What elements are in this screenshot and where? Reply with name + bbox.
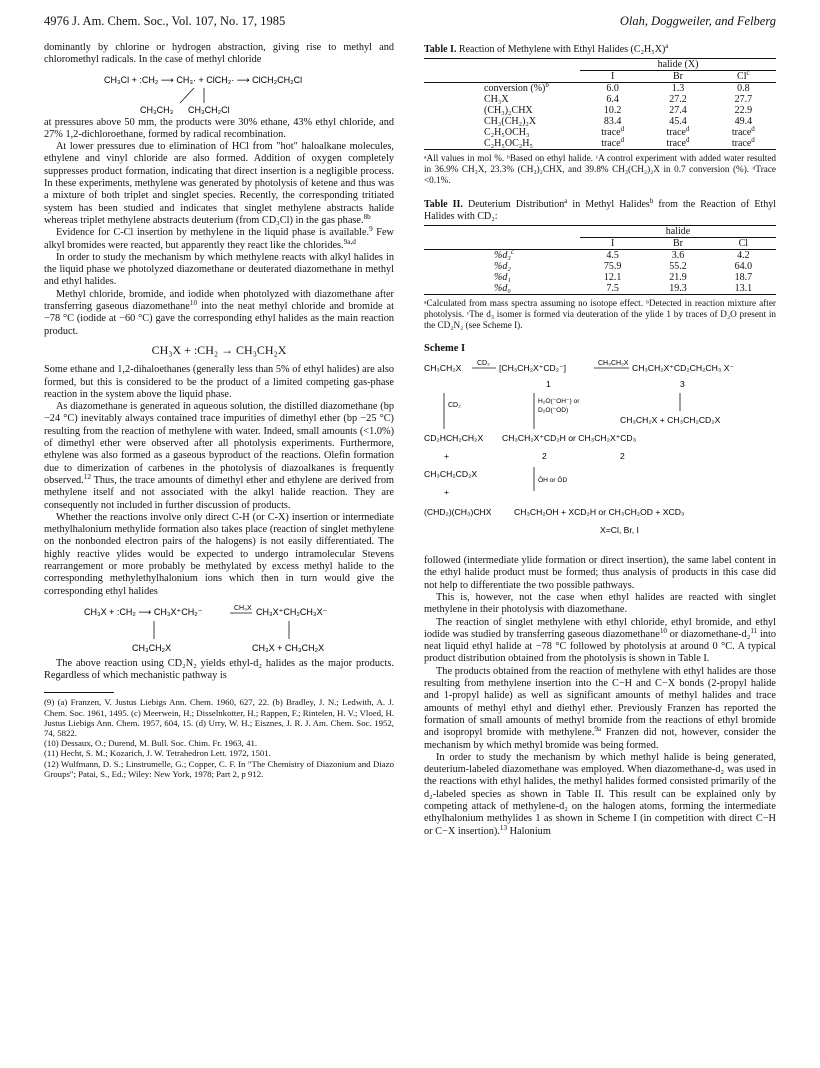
- paragraph: dominantly by chlorine or hydrogen abstraction, giving rise to methyl and chloromethyl radicals. In the case of methyl chloride: [44, 42, 394, 66]
- arrow-label: CH₃X: [234, 604, 252, 612]
- paragraph: The products obtained from the reaction of methylene with ethyl halides are those resulting from methylene insertion into the C−H and C−X bonds (2-propyl halide and 1-propyl halide) as well as significant amounts of methyl halides and trace amounts of methyl ethyl and diethyl ether. Previously Franzen has reported the formation of small amounts of methyl bromide from the reactions of ethyl bromide and isopropyl bromide with methylene.$^{9a}$ Franzen did not, however, consider the mechanism by which methyl bromide was being formed.: [424, 665, 776, 751]
- header-authors: Olah, Doggweiler, and Felberg: [619, 14, 776, 28]
- table-row: %d₁ 12.1 21.9 18.7: [494, 272, 753, 284]
- column-header: Cl$^c$: [737, 69, 750, 82]
- scheme-text: +: [444, 487, 450, 498]
- scheme-text: CH₃CH₂OH + XCD₂H or CH₃CH₂OD + XCD₃: [514, 507, 685, 518]
- scheme-text: CH₃CH₂X⁺CD₂H or CH₃CH₂X⁺CD₃: [502, 433, 637, 444]
- scheme-text: CD₂HCH₂CH₂X: [424, 433, 484, 444]
- scheme-text: CH₃CH₂X + CH₃CH₂CD₂X: [620, 415, 721, 426]
- scheme-product: CH₃X + CH₃CH₂X: [252, 642, 325, 653]
- scheme-i: [424, 359, 776, 549]
- paragraph: In order to study the mechanism by which methylene reacts with alkyl halides in the liquid phase we photolyzed diazomethane or deuterated diazomethane in methyl and ethyl halides.: [44, 251, 394, 288]
- scheme-label: Scheme I: [424, 342, 466, 354]
- table-row: %d₂ 75.9 55.2 64.0: [494, 261, 753, 273]
- paragraph: Some ethane and 1,2-dihaloethanes (generally less than 5% of ethyl halides) are also formed, but this is considered to be the product of a limited competing gas-phase reaction in the system above the liquid phase.: [44, 364, 394, 400]
- table-row: %d₀ 7.5 19.3 13.1: [424, 283, 776, 295]
- table-row: CH₃(CH₂)₂X 83.4 45.4 49.4: [484, 116, 753, 127]
- table-row: %d₃$^c$ 4.5 3.6 4.2: [494, 248, 750, 262]
- column-header: I: [610, 71, 615, 82]
- paragraph: The reaction of singlet methylene with ethyl chloride, ethyl bromide, and ethyl iodide was studied by transferring gaseous diazomethane$^{10}$ or diazomethane-d₂$^{11}$ into neat liquid ethyl halide at −78 °C followed by photolysis at around 0 °C. A typical product distribution obtained from the photolysis is shown in Table I.: [424, 616, 777, 665]
- paragraph: Evidence for C-Cl insertion by methylene in the liquid phase is available.$^9$ Few alkyl bromides were reacted, but apparently they react like the chlorides.$^{9a,d}$: [44, 225, 394, 251]
- scheme-text: (CHD₂)(CH₃)CHX: [424, 507, 492, 518]
- arrow-label: CD₂: [477, 360, 490, 368]
- column-header: I: [610, 238, 615, 250]
- scheme-text: CH₃CH₂X: [424, 363, 462, 374]
- table-row: conversion (%)$^b$ 6.0 1.3 0.8: [484, 81, 750, 94]
- paragraph: As diazomethane is generated in aqueous solution, the distilled diazomethane (bp −24 °C) inevitably always contained trace impurities of dimethyl ether (bp −25 °C) resulting from the reaction of methylene with water. Indeed, small amounts (<1.0%) of dimethyl ether were observed after all photolysis experiments. Furthermore, ethylene was also formed as a gaseous byproduct of the reactions. Olefin formation due to dimerization of carbenes in the photolysis of diazoalkanes is frequently observed.$^{12}$ Thus, the trace amounts of dimethyl ether and ethylene are derived from methylene itself and not associated with the alkyl halide reaction. They are consequently not included in further discussion of products.: [44, 401, 394, 511]
- arrow-label: D₂O(⁻OD): [538, 407, 569, 415]
- scheme-text: [CH₃CH₂X⁺CD₂⁻]: [499, 363, 566, 374]
- arrow-label: H₂O(⁻OH⁻) or: [538, 398, 580, 406]
- scheme-text: CH₃CH₂CD₂X: [424, 469, 478, 480]
- column-header: Br: [672, 238, 683, 250]
- scheme-text: +: [444, 451, 450, 462]
- scheme-line: CH₃X⁺CH₂CH₃X⁻: [256, 606, 328, 617]
- paragraph: At lower pressures due to elimination of HCl from "hot" haloalkane molecules, ethylene and vinyl chloride are also formed. Addition of oxygen completely suppresses product formation, indicating that direct insertion is a negligible process. In these experiments, methylene was generated by photolysis of ketene and thus was a mixture of both triplet and singlet species. Recently, the corresponding tritiated system has been studied and indicates that singlet methylene abstracts halide whereas triplet methylene abstracts deuterium (from CD₃Cl) in the gas phase.$^{8b}$: [44, 141, 394, 226]
- right-column: [424, 42, 776, 838]
- equation: CH₃X + :CH₂ → CH₃CH₂X: [151, 342, 287, 357]
- table2-notes: ᵃCalculated from mass spectra assuming no isotope effect. ᵇDetected in reaction mixture after photolysis. ᶜThe d₃ isomer is formed via deuteration of the ylide 1 by traces of D₂O present in the CD₂N₂ (see Scheme I).: [424, 298, 776, 330]
- footnotes: [44, 697, 394, 779]
- table-group-header: halide: [580, 226, 776, 238]
- table1: [424, 58, 776, 150]
- table-row: (CH₃)₂CHX 10.2 27.4 22.9: [484, 105, 753, 116]
- scheme-text: CH₃CH₂X⁺CD₂CH₂CH₃ X⁻: [632, 363, 734, 374]
- compound-number: 2: [620, 451, 625, 462]
- paragraph: This is, however, not the case when ethyl halides are reacted with singlet methylene in their photolysis with diazomethane.: [424, 591, 776, 616]
- compound-number: 1: [546, 379, 551, 390]
- running-header: [44, 14, 776, 32]
- header-journal: 4976 J. Am. Chem. Soc., Vol. 107, No. 17, 1985: [44, 14, 286, 28]
- scheme-product: CH₃CH₂Cl: [188, 104, 230, 115]
- arrow-left-diag: [180, 88, 194, 103]
- left-column: [44, 42, 394, 779]
- table1-notes: ᵃAll values in mol %. ᵇBased on ethyl halide. ᶜA control experiment with added water resulted in 36.9% CH₃X, 23.3% (CH₃)₂CHX, and 39.8% CH₃(CH₂)₂X in 0.7 conversion (%). ᵈTrace <0.1%.: [424, 153, 776, 185]
- table-row: C₂H₅OCH₃ trace$^d$ trace$^d$ trace$^d$: [484, 125, 755, 138]
- table-group-header: halide (X): [580, 59, 776, 71]
- footnote-rule: [44, 692, 114, 693]
- arrow-label: CH₃CH₂X: [598, 360, 629, 368]
- footnote: (11) Hecht, S. M.; Kozarich, J. W. Tetrahedron Lett. 1972, 1501.: [44, 748, 271, 759]
- table-row: CH₃X 6.4 27.2 27.7: [484, 94, 753, 105]
- footnote: (12) Wulfmann, D. S.; Linstrumelle, G.; Copper, C. F. In "The Chemistry of Diazonium and Diazo Groups"; Patai, S., Ed.; Wiley: New York, 1978; Part 2, p 912.: [44, 758, 394, 779]
- footnote: (9) (a) Franzen, V. Justus Liebigs Ann. Chem. 1960, 627, 22. (b) Bradley, J. N.; Ledwith, A. J. Chem. Soc. 1961, 1495. (c) Meerwein, H.; Disselnkotter, H.; Rappen, F.; Rintelen, H. V.; Vloed, H. Justus Liebigs Ann. Chem. 1957, 604, 15. (d) Urry, W. H.; Eisznes, J. R. J. Am. Chem. Soc. 1952, 74, 5822.: [44, 697, 394, 739]
- arrow-label: ŌH or ŌD: [538, 477, 568, 485]
- paragraph: followed (intermediate ylide formation or direct insertion), the same label content in the ethyl halide product must be formed; thus analysis of products in this case did not help to differentiate the two possible pathways.: [424, 555, 776, 591]
- column-header: Cl: [738, 238, 749, 250]
- compound-number: 3: [680, 379, 685, 390]
- table1-caption: Table I. Reaction of Methylene with Ethyl Halides $(C_2H_5X)^a$: [424, 42, 669, 55]
- paragraph: The above reaction using CD₂N₂ yields ethyl-d₂ halides as the major products. Regardless of which mechanistic pathway is: [44, 657, 394, 682]
- scheme-ylide: [44, 603, 394, 655]
- table2: [424, 225, 776, 295]
- column-header: Br: [672, 71, 683, 82]
- arrow-label: CD₂: [448, 402, 461, 410]
- table-row: C₂H₅OC₂H₅ trace$^d$ trace$^d$ trace$^d$: [424, 138, 776, 150]
- scheme-text: X=Cl, Br, I: [600, 525, 639, 536]
- scheme-product: CH₃CH₂X: [132, 642, 172, 653]
- paragraph: In order to study the mechanism by which methyl halide is being generated, deuterium-labeled diazomethane was employed. When diazomethane-d₂ was used in the reactions with ethyl halides, the methyl halides formed consisted primarily of the d₂-labeled species as shown in Table II. This result can be explained only by competing attack of methylene-d₂ on the halogen atoms, forming the intermediate ethylhalonium methylides 1 as shown in Scheme I (in competition with direct C−H or C−X insertion).$^{13}$ Halonium: [424, 751, 776, 837]
- scheme-line: CH₃Cl + :CH₂ ⟶ CH₃· + ClCH₂· ⟶ ClCH₂CH₂Cl: [104, 74, 303, 85]
- footnote: (10) Dessaux, O.; Durend, M. Bull. Soc. Chim. Fr. 1963, 41.: [44, 738, 258, 749]
- paragraph: at pressures above 50 mm, the products were 30% ethane, 43% ethyl chloride, and 27% 1,2-dichloroethane, formed by radical recombination.: [44, 116, 394, 140]
- scheme-product: CH₃CH₃: [140, 104, 174, 115]
- compound-number: 2: [542, 451, 547, 462]
- paragraph: Methyl chloride, bromide, and iodide when photolyzed with diazomethane after transferring gaseous diazomethane$^{10}$ into the neat methyl chloride and bromide at −78 °C (iodide at −60 °C) gave the corresponding ethyl halides as the main reaction product.: [44, 288, 394, 337]
- table2-caption: Table II. Deuterium Distribution$^a$ in Methyl Halides$^b$ from the Reaction of Ethyl Halides with CD₂:: [424, 197, 776, 223]
- scheme-methyl-chloride: [44, 71, 394, 115]
- paragraph: Whether the reactions involve only direct C-H (or C-X) insertion or intermediate methylhalonium methylide formation also takes place (reaction of singlet methylene on the nonbonded electron pairs of the halogens) is not easily differentiated. The highly reactive ylides would be expected to undergo intramolecular Stevens rearrangement or more probably be methylated by excess methyl halide to the corresponding methylethylhalonium ions which then in turn would give the corresponding ethyl halides: [44, 511, 394, 597]
- scheme-line: CH₃X + :CH₂ ⟶ CH₃X⁺CH₂⁻: [84, 606, 203, 617]
